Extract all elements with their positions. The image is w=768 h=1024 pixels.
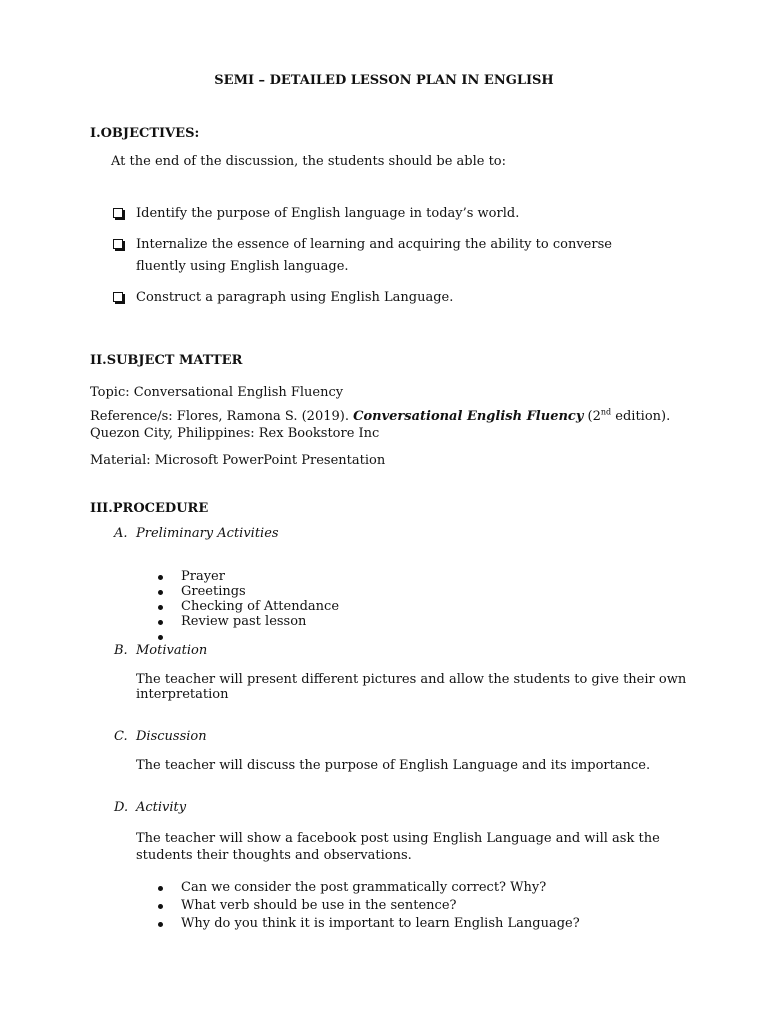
bullet-icon <box>158 922 163 927</box>
reference-edition-open: (2 <box>583 409 601 424</box>
procedure-heading: III.PROCEDURE <box>90 501 209 516</box>
motivation-text-line-2: interpretation <box>136 687 229 702</box>
objectives-intro: At the end of the discussion, the students should be able to: <box>111 154 507 169</box>
activity-question-2: What verb should be use in the sentence? <box>181 898 457 913</box>
objectives-heading: I.OBJECTIVES: <box>90 126 200 141</box>
section-a-title: Preliminary Activities <box>136 526 279 541</box>
bullet-icon <box>158 590 163 595</box>
discussion-text: The teacher will discuss the purpose of English Language and its importance. <box>136 758 651 773</box>
activity-question-3: Why do you think it is important to learn English Language? <box>181 916 580 931</box>
objective-item-1: Identify the purpose of English language in today’s world. <box>136 206 520 221</box>
bullet-icon <box>158 605 163 610</box>
bullet-icon <box>158 620 163 625</box>
checkbox-icon <box>113 292 123 302</box>
preliminary-item-4: Review past lesson <box>181 614 307 629</box>
document-title: SEMI – DETAILED LESSON PLAN IN ENGLISH <box>214 73 554 88</box>
preliminary-item-1: Prayer <box>181 569 225 584</box>
reference-book-title: Conversational English Fluency <box>353 409 584 424</box>
activity-question-1: Can we consider the post grammatically correct? Why? <box>181 880 547 895</box>
subject-topic: Topic: Conversational English Fluency <box>90 385 344 400</box>
reference-author: Reference/s: Flores, Ramona S. (2019). <box>90 409 354 424</box>
subject-reference-publisher: Quezon City, Philippines: Rex Bookstore Inc <box>90 426 380 441</box>
reference-edition-sup: nd <box>600 407 612 417</box>
checkbox-icon <box>113 239 123 249</box>
preliminary-item-3: Checking of Attendance <box>181 599 340 614</box>
checkbox-icon <box>113 208 123 218</box>
section-c-title: Discussion <box>136 729 207 744</box>
subject-material: Material: Microsoft PowerPoint Presentation <box>90 453 386 468</box>
objective-item-2-continued: fluently using English language. <box>136 259 349 274</box>
bullet-icon <box>158 886 163 891</box>
section-a-letter: A. <box>114 526 128 541</box>
section-b-title: Motivation <box>136 643 208 658</box>
motivation-text-line-1: The teacher will present different pictures and allow the students to give their own <box>136 672 687 687</box>
preliminary-item-2: Greetings <box>181 584 246 599</box>
activity-text-line-2: students their thoughts and observations. <box>136 848 412 863</box>
bullet-icon <box>158 575 163 580</box>
bullet-icon <box>158 904 163 909</box>
subject-reference <box>90 409 670 425</box>
section-d-title: Activity <box>136 800 187 815</box>
section-b-letter: B. <box>114 643 128 658</box>
activity-text-line-1: The teacher will show a facebook post using English Language and will ask the <box>136 831 660 846</box>
subject-matter-heading: II.SUBJECT MATTER <box>90 353 243 368</box>
reference-edition-close: edition). <box>611 409 671 424</box>
section-c-letter: C. <box>114 729 128 744</box>
objective-item-2: Internalize the essence of learning and acquiring the ability to converse <box>136 237 612 252</box>
objective-item-3: Construct a paragraph using English Language. <box>136 290 454 305</box>
section-d-letter: D. <box>114 800 129 815</box>
empty-bullet-icon <box>158 635 163 640</box>
